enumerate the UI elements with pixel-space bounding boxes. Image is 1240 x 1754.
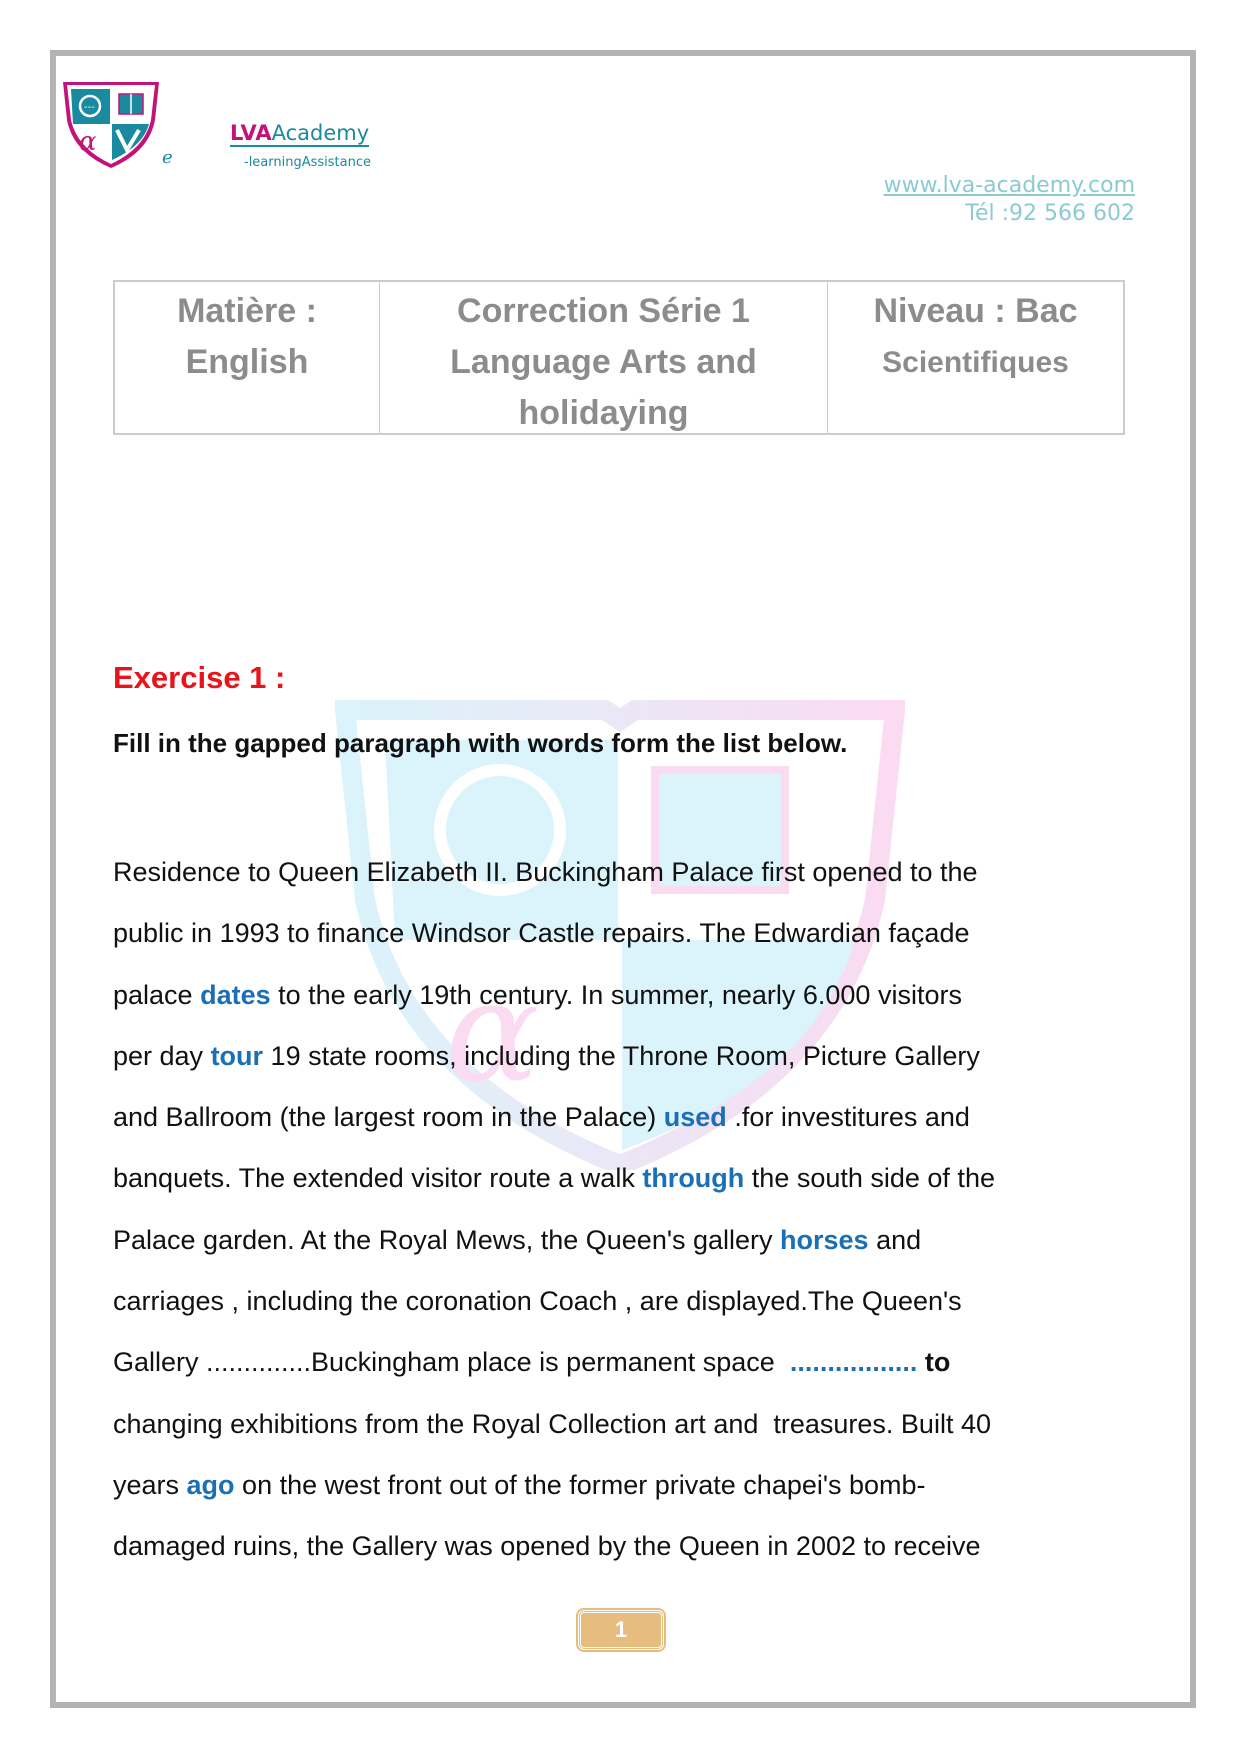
level-cell	[827, 282, 1123, 433]
gapped-paragraph	[113, 842, 1133, 1578]
answer-word: tour	[210, 1040, 264, 1071]
title-cell	[379, 282, 827, 433]
paragraph-line	[113, 1516, 1133, 1577]
line-text: to	[917, 1347, 951, 1378]
paragraph-line	[113, 903, 1133, 964]
brand-prefix: LVA	[230, 121, 272, 145]
line-text: Palace garden. At the Royal Mews, the Queen's gallery	[113, 1224, 781, 1255]
paragraph-line	[113, 1455, 1133, 1516]
line-text: to the early 19th century. In summer, nearly 6.000 visitors	[270, 979, 962, 1010]
level-label: Niveau : Bac	[873, 292, 1078, 330]
brand-name	[230, 121, 369, 147]
line-text: damaged ruins, the Gallery was opened by the Queen in 2002 to receive	[113, 1531, 981, 1562]
paragraph-line	[113, 842, 1133, 903]
subject-value: English	[185, 343, 309, 381]
contact-info	[884, 172, 1135, 228]
line-text: changing exhibitions from the Royal Collection art and treasures. Built 40	[113, 1408, 991, 1439]
brand-tagline: -learningAssistance	[244, 155, 371, 170]
academy-logo-icon	[59, 80, 163, 170]
paragraph-line	[113, 1394, 1133, 1455]
paragraph-line	[113, 1087, 1133, 1148]
exercise-instruction: Fill in the gapped paragraph with words form the list below.	[113, 728, 848, 758]
logo-e-letter: e	[162, 147, 173, 168]
answer-word: used	[663, 1102, 727, 1133]
line-text: on the west front out of the former private chapei's bomb-	[234, 1469, 926, 1500]
line-text: per day	[113, 1040, 211, 1071]
svg-text:---: ---	[84, 102, 95, 113]
line-text: carriages , including the coronation Coach , are displayed.The Queen's	[113, 1286, 962, 1317]
line-text: palace	[113, 979, 201, 1010]
brand-suffix: Academy	[271, 121, 370, 145]
answer-word: dates	[200, 979, 271, 1010]
phone-number: Tél :92 566 602	[965, 201, 1135, 226]
line-text: Gallery ..............Buckingham place is permanent space	[113, 1347, 790, 1378]
title-line-1: Correction Série 1	[457, 292, 750, 330]
line-text: public in 1993 to finance Windsor Castle repairs. The Edwardian façade	[113, 918, 970, 949]
line-text: and	[868, 1224, 922, 1255]
answer-blank: .................	[789, 1347, 918, 1378]
paragraph-line	[113, 1271, 1133, 1332]
exercise-title: Exercise 1 :	[113, 660, 286, 695]
answer-word: through	[642, 1163, 745, 1194]
paragraph-line	[113, 1026, 1133, 1087]
svg-text:α: α	[79, 127, 97, 157]
level-value: Scientifiques	[882, 346, 1069, 379]
line-text: years	[113, 1469, 187, 1500]
paragraph-line	[113, 965, 1133, 1026]
answer-word: ago	[186, 1469, 235, 1500]
line-text: banquets. The extended visitor route a walk	[113, 1163, 643, 1194]
page-number: 1	[578, 1610, 664, 1650]
title-line-2: Language Arts and	[450, 343, 757, 381]
title-line-3: holidaying	[518, 394, 689, 432]
line-text: the south side of the	[744, 1163, 995, 1194]
line-text: 19 state rooms, including the Throne Room, Picture Gallery	[263, 1040, 980, 1071]
website-link[interactable]: www.lva-academy.com	[883, 173, 1135, 198]
line-text: Residence to Queen Elizabeth II. Buckingham Palace first opened to the	[113, 857, 978, 887]
paragraph-line	[113, 1148, 1133, 1209]
answer-word: horses	[780, 1224, 869, 1255]
info-table	[113, 280, 1125, 435]
subject-label: Matière :	[177, 292, 317, 330]
line-text: and Ballroom (the largest room in the Palace)	[113, 1102, 664, 1133]
svg-text:α: α	[445, 951, 540, 1114]
line-text: .for investitures and	[726, 1102, 970, 1133]
paragraph-line	[113, 1332, 1133, 1393]
subject-cell	[115, 282, 379, 433]
paragraph-line	[113, 1210, 1133, 1271]
